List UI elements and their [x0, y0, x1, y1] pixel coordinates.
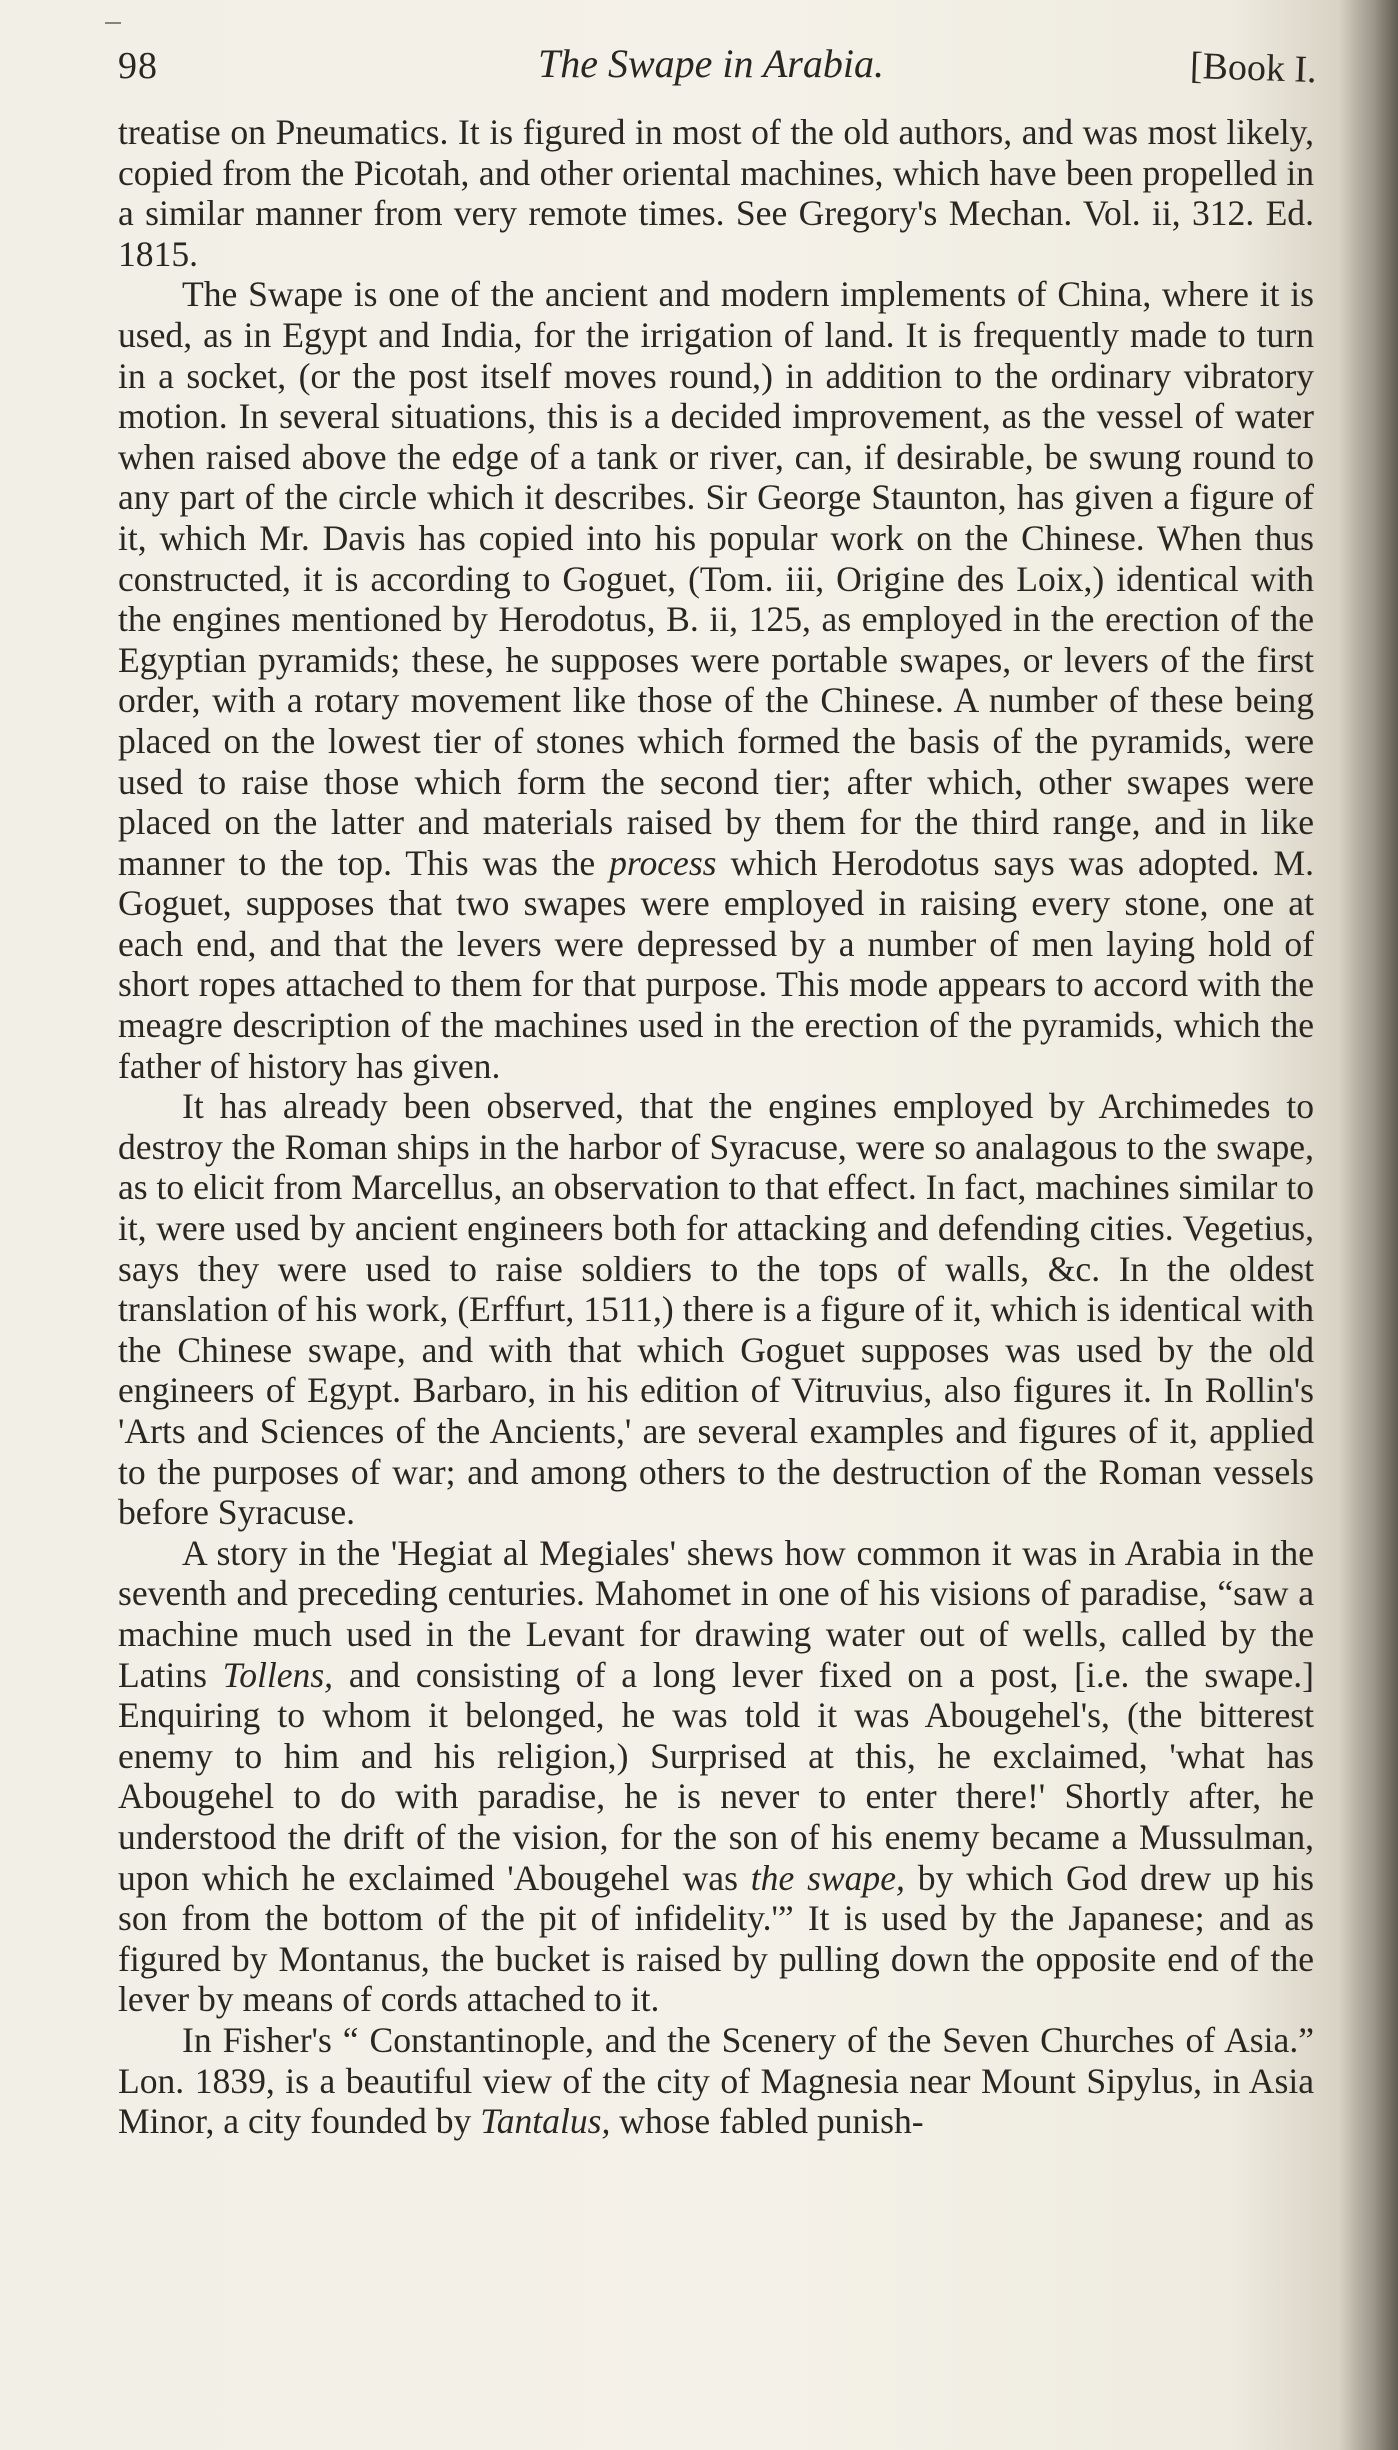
- book-label: [Book I.: [1189, 44, 1318, 92]
- paragraph-arabia-story: [118, 1533, 1314, 2020]
- paragraph-text: by which God drew up his son from the bottom of the pit of infidelity.'” It is used by the Japanese; and as figured by Montanus, the bucket is raised by pulling down the opposite end of the lever by means of cords attached to it.: [118, 1857, 1314, 2020]
- paragraph-continuation: treatise on Pneumatics. It is figured in most of the old authors, and was most likely, copied from the Picotah, and other oriental machines, which have been propelled in a similar manner from very remote times. See Gregory's Mechan. Vol. ii, 312. Ed. 1815.: [118, 112, 1314, 274]
- paragraph-text: A story in the 'Hegiat al Megiales' shews how common it was in Arabia in the seventh and preceding centuries. Mahomet in one of his visions of paradise, “saw a machine much used in the Levant for drawing water out of wells, called by the Latins: [118, 1532, 1314, 1695]
- italic-text: the swape,: [750, 1857, 905, 1898]
- italic-text: Tantalus,: [480, 2101, 611, 2142]
- italic-text: Tollens,: [222, 1654, 334, 1695]
- paragraph-text: The Swape is one of the ancient and modern implements of China, where it is used, as in Egypt and India, for the irrigation of land. It is frequently made to turn in a socket, (or the post itself moves round,) in addition to the ordinary vibratory motion. In several situations, this is a decided improvement, as the vessel of water when raised above the edge of a tank or river, can, if desirable, be swung round to any part of the circle which it describes. Sir George Staunton, has given a figure of it, which Mr. Davis has copied into his popular work on the Chinese. When thus constructed, it is according to Goguet, (Tom. iii, Origine des Loix,) identical with the engines mentioned by Herodotus, B. ii, 125, as employed in the erection of the Egyptian pyramids; these, he supposes were portable swapes, or levers of the first order, with a rotary movement like those of the Chinese. A number of these being placed on the lowest tier of stones which formed the basis of the pyramids, were used to raise those which form the second tier; after which, other swapes were placed on the latter and materials raised by them for the third range, and in like manner to the top. This was the: [118, 274, 1314, 883]
- paragraph-text: which Herodotus says was adopted. M. Goguet, supposes that two swapes were employed in raising every stone, one at each end, and that the levers were depressed by a number of men laying hold of short ropes attached to them for that purpose. This mode appears to accord with the meagre description of the machines used in the erection of the pyramids, which the father of history has given.: [118, 842, 1314, 1086]
- paragraph-fisher: [118, 2020, 1314, 2142]
- paragraph-swape-china: [118, 274, 1314, 1086]
- page-number: 98: [118, 45, 158, 87]
- running-title: The Swape in Arabia.: [538, 41, 884, 86]
- binding-shadow: [1338, 0, 1398, 2450]
- italic-text: process: [609, 842, 717, 883]
- paragraph-text: whose fabled punish-: [619, 2101, 924, 2142]
- paragraph-text: In Fisher's “ Constantinople, and the Scenery of the Seven Churches of Asia.” Lon. 1839, is a beautiful view of the city of Magnesia near Mount Sipylus, in Asia Minor, a city founded by: [118, 2019, 1314, 2142]
- body-text: [118, 112, 1314, 2142]
- paragraph-text: and consisting of a long lever fixed on a post, [i.e. the swape.] Enquiring to whom it belonged, he was told it was Abougehel's, (the bitterest enemy to him and his religion,) Surprised at this, he exclaimed, 'what has Abougehel to do with paradise, he is never to enter there!' Shortly after, he understood the drift of the vision, for the son of his enemy became a Mussulman, upon which he exclaimed 'Abougehel was: [118, 1654, 1314, 1898]
- page-header: [118, 40, 1318, 96]
- paragraph-archimedes: It has already been observed, that the engines employed by Archimedes to destroy the Roman ships in the harbor of Syracuse, were so analagous to the swape, as to elicit from Marcellus, an observation to that effect. In fact, machines similar to it, were used by ancient engineers both for attacking and defending cities. Vegetius, says they were used to raise soldiers to the tops of walls, &c. In the oldest translation of his work, (Erffurt, 1511,) there is a figure of it, which is identical with the Chinese swape, and with that which Goguet supposes was used by the old engineers of Egypt. Barbaro, in his edition of Vitruvius, also figures it. In Rollin's 'Arts and Sciences of the Ancients,' are several examples and figures of it, applied to the purposes of war; and among others to the destruction of the Roman vessels before Syracuse.: [118, 1086, 1314, 1533]
- printer-mark: [105, 22, 121, 24]
